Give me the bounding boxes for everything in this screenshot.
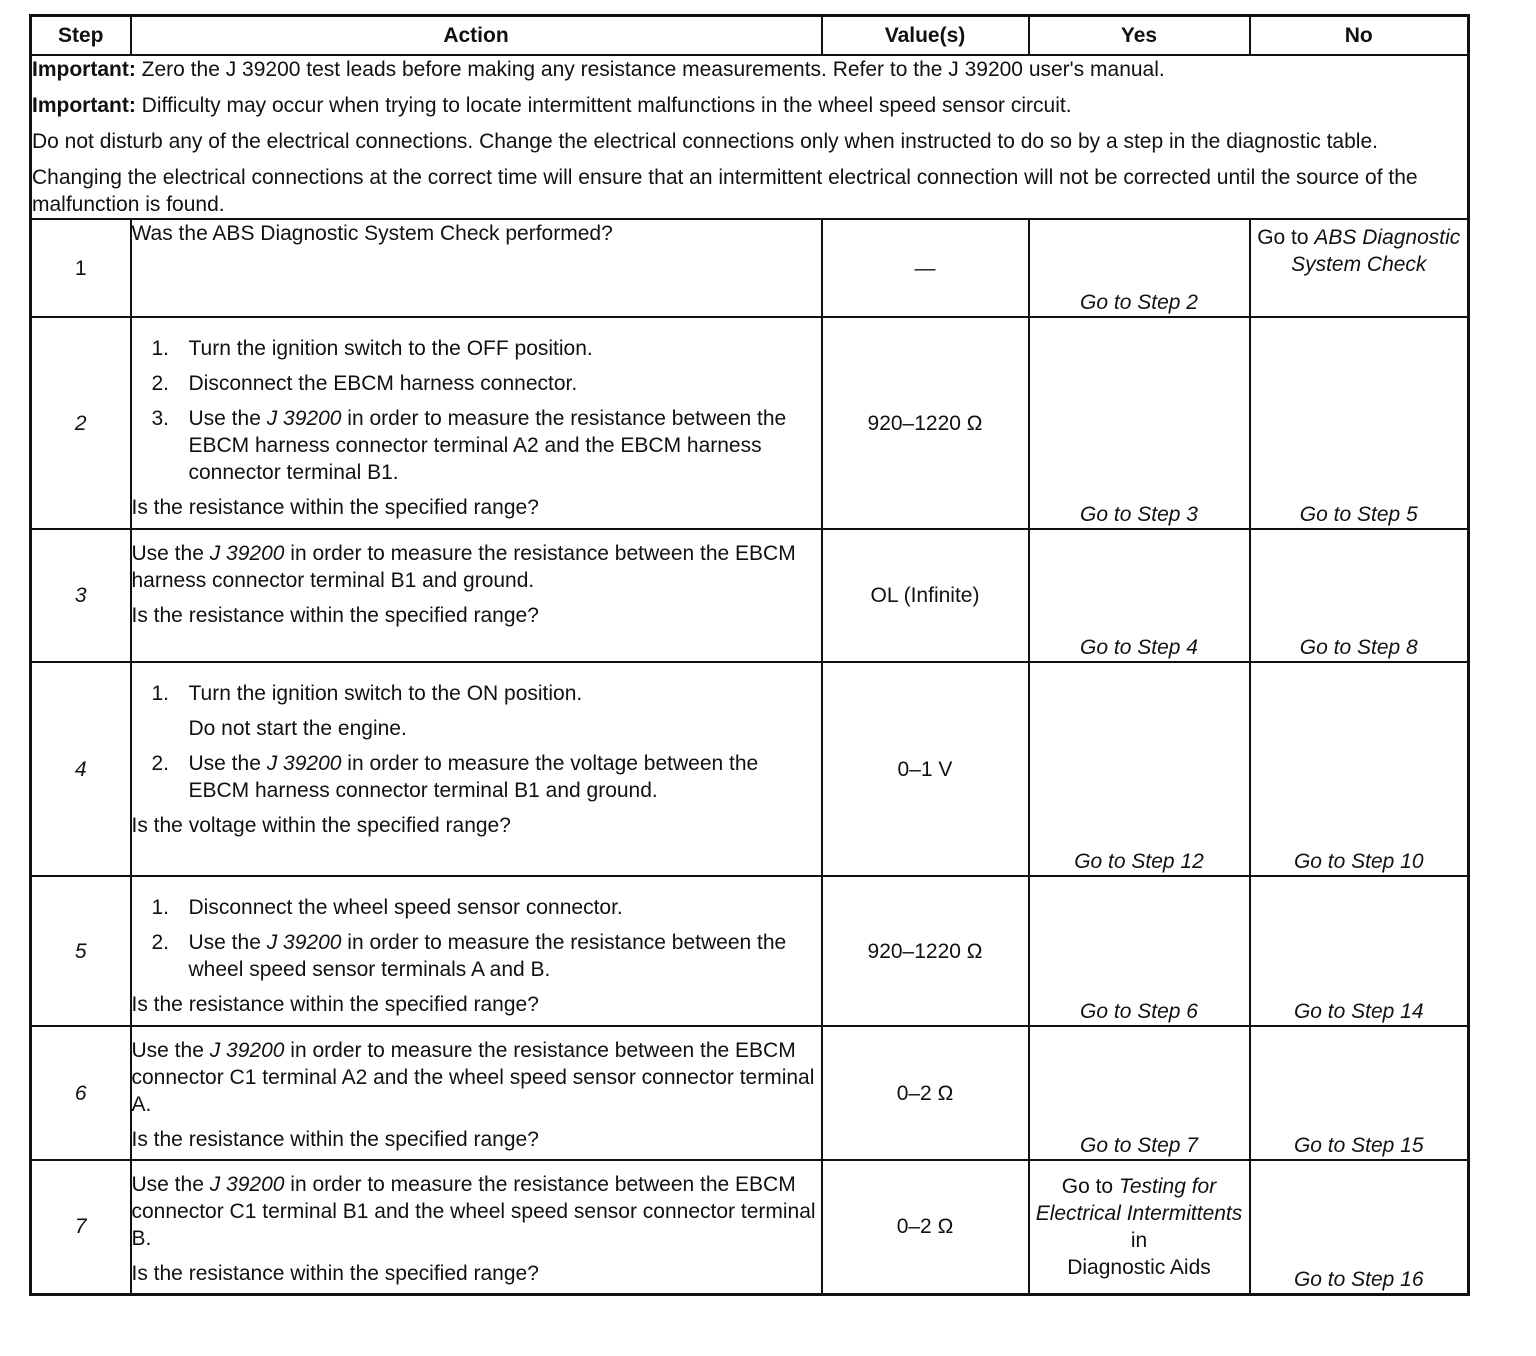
item-number: 2. xyxy=(151,752,170,775)
table-row xyxy=(31,529,1469,662)
item-number: 1. xyxy=(151,682,170,705)
tool-name: J 39200 xyxy=(209,542,285,565)
value-cell: — xyxy=(822,219,1029,317)
step-number: 2 xyxy=(31,317,131,529)
no-cell[interactable]: Go to Step 10 xyxy=(1250,662,1469,876)
header-action: Action xyxy=(131,16,822,56)
question-text: Is the resistance within the specified range? xyxy=(131,1128,539,1151)
header-row xyxy=(31,16,1469,56)
action-text-pre: Use the xyxy=(131,1173,210,1196)
table-row xyxy=(31,317,1469,529)
no-cell[interactable]: Go to Step 16 xyxy=(1250,1160,1469,1294)
header-no: No xyxy=(1250,16,1469,56)
item-text: in order to measure the resistance between the EBCM harness connector terminal A2 and the EBCM harness connector terminal B1. xyxy=(188,407,787,484)
action-text-pre: Use the xyxy=(131,1039,210,1062)
action-text xyxy=(132,1171,821,1252)
action-text-pre: Use the xyxy=(131,542,210,565)
item-text: Use the xyxy=(188,752,267,775)
table-row xyxy=(31,219,1469,317)
note-important-1 xyxy=(32,56,1467,83)
item-text: Do not start the engine. xyxy=(188,717,407,740)
action-text xyxy=(132,1037,821,1118)
note-text: Difficulty may occur when trying to locate intermittent malfunctions in the wheel speed sensor circuit. xyxy=(135,94,1072,117)
no-cell[interactable]: Go to Step 15 xyxy=(1250,1026,1469,1160)
item-number: 3. xyxy=(151,407,170,430)
question-text: Is the voltage within the specified range? xyxy=(131,814,511,837)
header-yes: Yes xyxy=(1029,16,1250,56)
step-number: 4 xyxy=(31,662,131,876)
note-label: Important: xyxy=(32,58,136,81)
table-row xyxy=(31,1026,1469,1160)
action-cell xyxy=(131,219,822,317)
goto-link[interactable]: Testing for Electrical Intermittents xyxy=(1035,1175,1243,1225)
list-item xyxy=(132,680,821,707)
tool-name: J 39200 xyxy=(266,931,342,954)
goto-link[interactable]: ABS Diagnostic System Check xyxy=(1291,226,1461,276)
step-number: 7 xyxy=(31,1160,131,1294)
header-step: Step xyxy=(31,16,131,56)
step-number: 5 xyxy=(31,876,131,1026)
diagnostic-table xyxy=(29,14,1470,1296)
item-text: Turn the ignition switch to the OFF position. xyxy=(188,337,593,360)
step-list xyxy=(132,680,821,804)
item-number: 1. xyxy=(151,896,170,919)
tool-name: J 39200 xyxy=(209,1173,285,1196)
list-item xyxy=(132,894,821,921)
yes-cell[interactable]: Go to Step 2 xyxy=(1029,219,1250,317)
yes-cell[interactable]: Go to Step 4 xyxy=(1029,529,1250,662)
header-values: Value(s) xyxy=(822,16,1029,56)
step-number: 3 xyxy=(31,529,131,662)
item-number: 1. xyxy=(151,337,170,360)
step-list xyxy=(132,894,821,983)
yes-cell[interactable] xyxy=(1029,1160,1250,1294)
no-cell[interactable]: Go to Step 8 xyxy=(1250,529,1469,662)
item-text: Disconnect the wheel speed sensor connector. xyxy=(188,896,623,919)
value-cell: 0–2 Ω xyxy=(822,1160,1029,1294)
no-cell[interactable] xyxy=(1250,219,1469,317)
table-row xyxy=(31,662,1469,876)
list-item xyxy=(132,750,821,804)
list-item xyxy=(132,370,821,397)
action-text-post: in order to measure the resistance between the EBCM connector C1 terminal A2 and the wheel speed sensor connector terminal A. xyxy=(131,1039,815,1116)
action-text xyxy=(132,540,821,594)
item-number: 2. xyxy=(151,931,170,954)
question-text: Is the resistance within the specified range? xyxy=(131,604,539,627)
list-item xyxy=(132,929,821,983)
notes-row xyxy=(31,55,1469,219)
question-text: Is the resistance within the specified range? xyxy=(131,993,539,1016)
note-text: Zero the J 39200 test leads before making any resistance measurements. Refer to the J 39200 user's manual. xyxy=(135,58,1165,81)
list-item xyxy=(132,335,821,362)
goto-mid: in xyxy=(1130,1229,1148,1252)
no-cell[interactable]: Go to Step 5 xyxy=(1250,317,1469,529)
yes-cell[interactable]: Go to Step 6 xyxy=(1029,876,1250,1026)
goto-prefix: Go to xyxy=(1061,1175,1119,1198)
step-number: 6 xyxy=(31,1026,131,1160)
table-row xyxy=(31,876,1469,1026)
action-cell xyxy=(131,876,822,1026)
item-text: Use the xyxy=(188,407,267,430)
list-item xyxy=(132,405,821,486)
action-text: Was the ABS Diagnostic System Check performed? xyxy=(131,222,613,245)
item-number: 2. xyxy=(151,372,170,395)
notes-cell xyxy=(31,55,1469,219)
list-item-note xyxy=(132,715,821,742)
step-number: 1 xyxy=(31,219,131,317)
action-cell xyxy=(131,1026,822,1160)
no-cell[interactable]: Go to Step 14 xyxy=(1250,876,1469,1026)
yes-cell[interactable]: Go to Step 12 xyxy=(1029,662,1250,876)
question-text: Is the resistance within the specified range? xyxy=(131,1262,539,1285)
tool-name: J 39200 xyxy=(266,752,342,775)
value-cell: 0–1 V xyxy=(822,662,1029,876)
note-3: Do not disturb any of the electrical connections. Change the electrical connections only when instructed to do so by a step in the diagnostic table. xyxy=(32,130,1378,153)
item-text: Disconnect the EBCM harness connector. xyxy=(188,372,578,395)
yes-cell[interactable]: Go to Step 3 xyxy=(1029,317,1250,529)
step-list xyxy=(132,335,821,486)
goto-suffix: Diagnostic Aids xyxy=(1067,1256,1211,1279)
item-text: in order to measure the resistance between the wheel speed sensor terminals A and B. xyxy=(188,931,787,981)
action-cell xyxy=(131,529,822,662)
tool-name: J 39200 xyxy=(266,407,342,430)
action-cell xyxy=(131,1160,822,1294)
item-text: in order to measure the voltage between the EBCM harness connector terminal B1 and ground. xyxy=(188,752,759,802)
action-text-post: in order to measure the resistance between the EBCM harness connector terminal B1 and ground. xyxy=(131,542,796,592)
value-cell: 0–2 Ω xyxy=(822,1026,1029,1160)
value-cell: OL (Infinite) xyxy=(822,529,1029,662)
value-cell: 920–1220 Ω xyxy=(822,317,1029,529)
item-text: Use the xyxy=(188,931,267,954)
question-text: Is the resistance within the specified range? xyxy=(131,496,539,519)
action-text-post: in order to measure the resistance between the EBCM connector C1 terminal B1 and the wheel speed sensor connector terminal B. xyxy=(131,1173,816,1250)
action-cell xyxy=(131,317,822,529)
note-label: Important: xyxy=(32,94,136,117)
table-row xyxy=(31,1160,1469,1294)
action-cell xyxy=(131,662,822,876)
value-cell: 920–1220 Ω xyxy=(822,876,1029,1026)
note-4: Changing the electrical connections at the correct time will ensure that an intermittent electrical connection will not be corrected until the source of the malfunction is found. xyxy=(32,166,1418,216)
yes-cell[interactable]: Go to Step 7 xyxy=(1029,1026,1250,1160)
item-text: Turn the ignition switch to the ON position. xyxy=(188,682,583,705)
tool-name: J 39200 xyxy=(209,1039,285,1062)
goto-prefix: Go to xyxy=(1257,226,1315,249)
note-important-2 xyxy=(32,92,1467,119)
